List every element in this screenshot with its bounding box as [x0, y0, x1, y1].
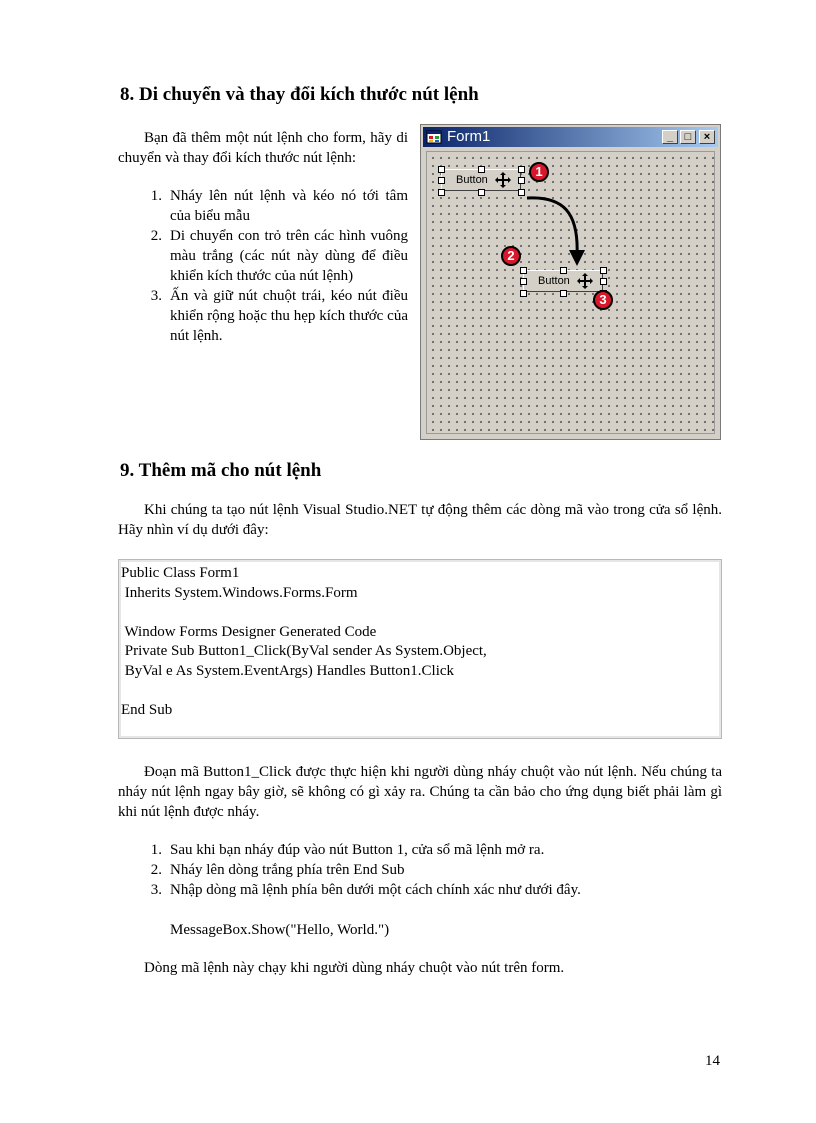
section-9-intro: Khi chúng ta tạo nút lệnh Visual Studio.NET tự động thêm các dòng mã vào trong cửa sổ lệnh. Hãy nhìn ví dụ dưới đây: — [118, 502, 722, 538]
list-item: 1. Sau khi bạn nháy đúp vào nút Button 1, cửa sổ mã lệnh mở ra. — [150, 842, 545, 858]
section-9-closing: Dòng mã lệnh này chạy khi người dùng nháy chuột vào nút trên form. — [144, 960, 565, 976]
section-8-intro: Bạn đã thêm một nút lệnh cho form, hãy di chuyển và thay đổi kích thước nút lệnh: — [118, 130, 408, 166]
window-title: Form1 — [447, 128, 491, 145]
resize-handle[interactable] — [520, 267, 527, 274]
move-cursor-icon — [577, 273, 593, 289]
code-line: Private Sub Button1_Click(ByVal sender As System.Object, — [121, 643, 487, 659]
section-8-steps — [140, 186, 408, 346]
resize-handle[interactable] — [560, 290, 567, 297]
resize-handle[interactable] — [478, 166, 485, 173]
resize-handle[interactable] — [560, 267, 567, 274]
maximize-button[interactable]: □ — [680, 130, 696, 144]
form-button-label: Button — [538, 275, 570, 287]
resize-handle[interactable] — [518, 177, 525, 184]
section-8-heading: 8. Di chuyển và thay đổi kích thước nút lệnh — [120, 84, 479, 105]
move-cursor-icon — [495, 172, 511, 188]
section-9-steps — [140, 840, 722, 900]
code-line: End Sub — [121, 701, 173, 718]
minimize-button[interactable]: _ — [662, 130, 678, 144]
code-line: ByVal e As System.EventArgs) Handles Button1.Click — [121, 662, 455, 679]
form-designer-figure — [420, 124, 721, 440]
code-block — [118, 559, 722, 739]
code-line: Public Class Form1 — [121, 565, 240, 581]
list-item: 3. Ấn và giữ nút chuột trái, kéo nút điều khiển rộng hoặc thu hẹp kích thước của nút lệnh. — [150, 288, 408, 344]
step-badge-1: 1 — [529, 162, 549, 182]
resize-handle[interactable] — [438, 189, 445, 196]
code-line: Window Forms Designer Generated Code — [121, 623, 377, 640]
form-client-area[interactable] — [426, 151, 715, 434]
page-number: 14 — [705, 1053, 720, 1069]
window-titlebar — [423, 127, 718, 147]
resize-handle[interactable] — [600, 267, 607, 274]
resize-handle[interactable] — [438, 166, 445, 173]
list-item: 2. Di chuyển con trỏ trên các hình vuông màu trắng (các nút này dùng để điều khiển kích thước của nút lệnh) — [150, 228, 408, 284]
resize-handle[interactable] — [600, 278, 607, 285]
list-item: 3. Nhập dòng mã lệnh phía bên dưới một cách chính xác như dưới đây. — [150, 882, 581, 898]
section-9-explanation: Đoạn mã Button1_Click được thực hiện khi người dùng nháy chuột vào nút lệnh. Nếu chúng ta nháy nút lệnh ngay bây giờ, sẽ không có gì xảy ra. Chúng ta cần bảo cho ứng dụng biết phải làm gì khi nút lệnh được nháy. — [118, 764, 722, 820]
resize-handle[interactable] — [518, 166, 525, 173]
form-app-icon — [426, 129, 442, 145]
close-button[interactable]: × — [699, 130, 715, 144]
code-sample: MessageBox.Show("Hello, World.") — [170, 922, 390, 938]
step-badge-3: 3 — [593, 290, 613, 310]
list-item: 2. Nháy lên dòng trắng phía trên End Sub — [150, 862, 405, 878]
curved-arrow-icon — [523, 192, 593, 272]
code-line: Inherits System.Windows.Forms.Form — [121, 584, 358, 601]
step-badge-2: 2 — [501, 246, 521, 266]
code-line — [121, 603, 721, 623]
resize-handle[interactable] — [520, 278, 527, 285]
resize-handle[interactable] — [520, 290, 527, 297]
list-item: 1. Nháy lên nút lệnh và kéo nó tới tâm của biểu mẫu — [150, 188, 408, 224]
resize-handle[interactable] — [478, 189, 485, 196]
section-9-heading: 9. Thêm mã cho nút lệnh — [120, 460, 322, 481]
resize-handle[interactable] — [438, 177, 445, 184]
code-line — [121, 681, 721, 701]
form-button-label: Button — [456, 174, 488, 186]
